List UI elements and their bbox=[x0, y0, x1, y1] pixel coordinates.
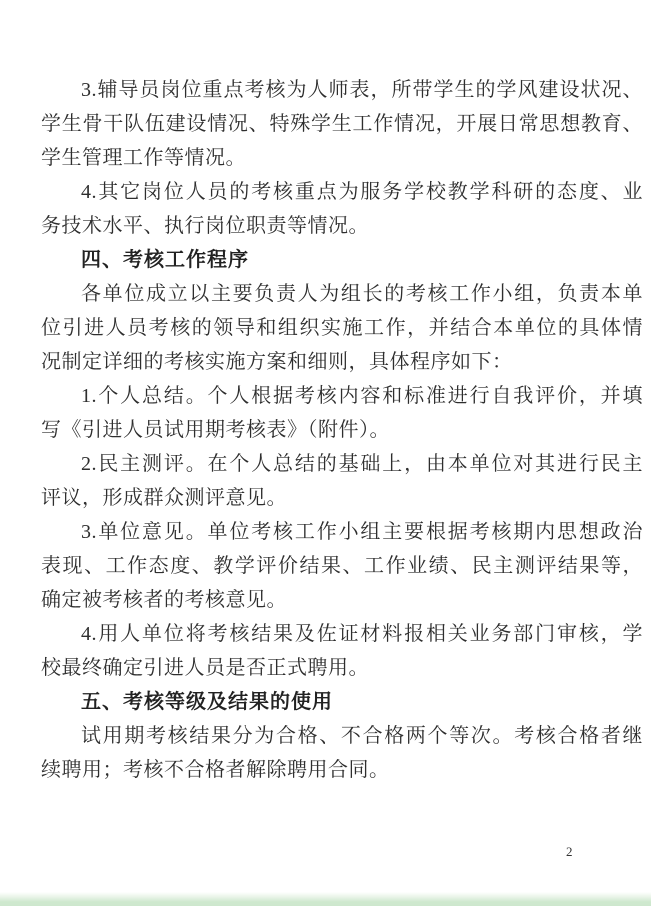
paragraph-line: 写《引进人员试用期考核表》（附件）。 bbox=[41, 419, 390, 441]
paragraph-line: 4.其它岗位人员的考核重点为服务学校教学科研的态度、业 bbox=[81, 181, 643, 203]
section-heading-5: 五、考核等级及结果的使用 bbox=[81, 691, 333, 713]
paragraph-line: 确定被考核者的考核意见。 bbox=[41, 589, 287, 611]
paragraph-line: 位引进人员考核的领导和组织实施工作，并结合本单位的具体情 bbox=[41, 317, 643, 339]
paragraph-line: 务技术水平、执行岗位职责等情况。 bbox=[41, 215, 369, 237]
paragraph-line: 学生骨干队伍建设情况、特殊学生工作情况，开展日常思想教育、 bbox=[41, 113, 643, 135]
paragraph-line: 校最终确定引进人员是否正式聘用。 bbox=[41, 657, 369, 679]
paragraph-line: 况制定详细的考核实施方案和细则，具体程序如下： bbox=[41, 351, 513, 373]
paragraph-line: 3.单位意见。单位考核工作小组主要根据考核期内思想政治 bbox=[81, 521, 643, 543]
page-bottom-edge-strip bbox=[0, 892, 651, 906]
paragraph-line: 1.个人总结。个人根据考核内容和标准进行自我评价，并填 bbox=[81, 385, 643, 407]
paragraph-line: 2.民主测评。在个人总结的基础上，由本单位对其进行民主 bbox=[81, 453, 643, 475]
paragraph-line: 试用期考核结果分为合格、不合格两个等次。考核合格者继 bbox=[81, 725, 643, 747]
paragraph-line: 4.用人单位将考核结果及佐证材料报相关业务部门审核，学 bbox=[81, 623, 643, 645]
document-text-block bbox=[41, 73, 643, 787]
paragraph-line: 3.辅导员岗位重点考核为人师表，所带学生的学风建设状况、 bbox=[81, 79, 643, 101]
page-number: 2 bbox=[566, 844, 573, 859]
paragraph-line: 续聘用；考核不合格者解除聘用合同。 bbox=[41, 759, 390, 781]
paragraph-line: 各单位成立以主要负责人为组长的考核工作小组，负责本单 bbox=[81, 283, 643, 305]
paragraph-line: 表现、工作态度、教学评价结果、工作业绩、民主测评结果等， bbox=[41, 555, 643, 577]
paragraph-line: 学生管理工作等情况。 bbox=[41, 147, 246, 169]
section-heading-4: 四、考核工作程序 bbox=[81, 249, 249, 271]
paragraph-line: 评议，形成群众测评意见。 bbox=[41, 487, 287, 509]
